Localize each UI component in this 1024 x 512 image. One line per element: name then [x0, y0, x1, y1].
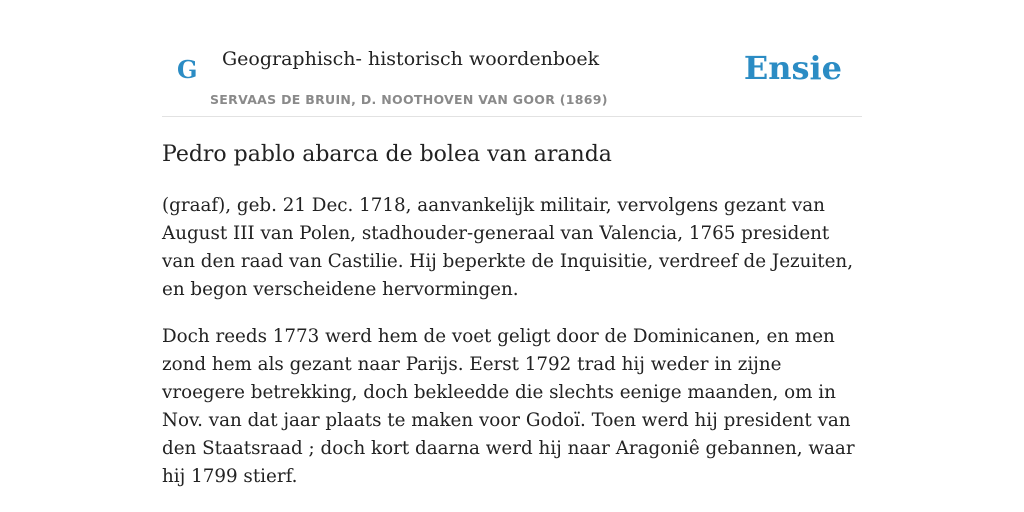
ensie-logo-link[interactable]: Ensie	[743, 49, 842, 87]
book-logo-icon[interactable]: G	[177, 55, 198, 84]
entry-paragraph: Doch reeds 1773 werd hem de voet geligt door de Dominicanen, en men zond hem als gezant naar Parijs. Eerst 1792 trad hij weder in zijne vroegere betrekking, doch bekleedde die slechts eenige maanden, om in Nov. van dat jaar plaats te maken voor Godoï. Toen werd hij president van den Staatsraad ; doch kort daarna werd hij naar Aragoniê gebannen, waar hij 1799 stierf.	[162, 326, 855, 487]
book-title-link[interactable]: Geographisch- historisch woordenboek	[222, 48, 600, 70]
entry-paragraph: (graaf), geb. 21 Dec. 1718, aanvankelijk militair, vervolgens gezant van August III van Polen, stadhouder-generaal van Valencia, 1765 president van den raad van Castilie. Hij beperkte de Inquisitie, verdreef de Jezuiten, en begon verscheidene hervormingen.	[162, 195, 854, 300]
book-authors: SERVAAS DE BRUIN, D. NOOTHOVEN VAN GOOR (1869)	[210, 92, 608, 107]
book-header	[162, 30, 862, 117]
entry-body	[162, 192, 862, 510]
entry-title: Pedro pablo abarca de bolea van aranda	[162, 142, 612, 167]
